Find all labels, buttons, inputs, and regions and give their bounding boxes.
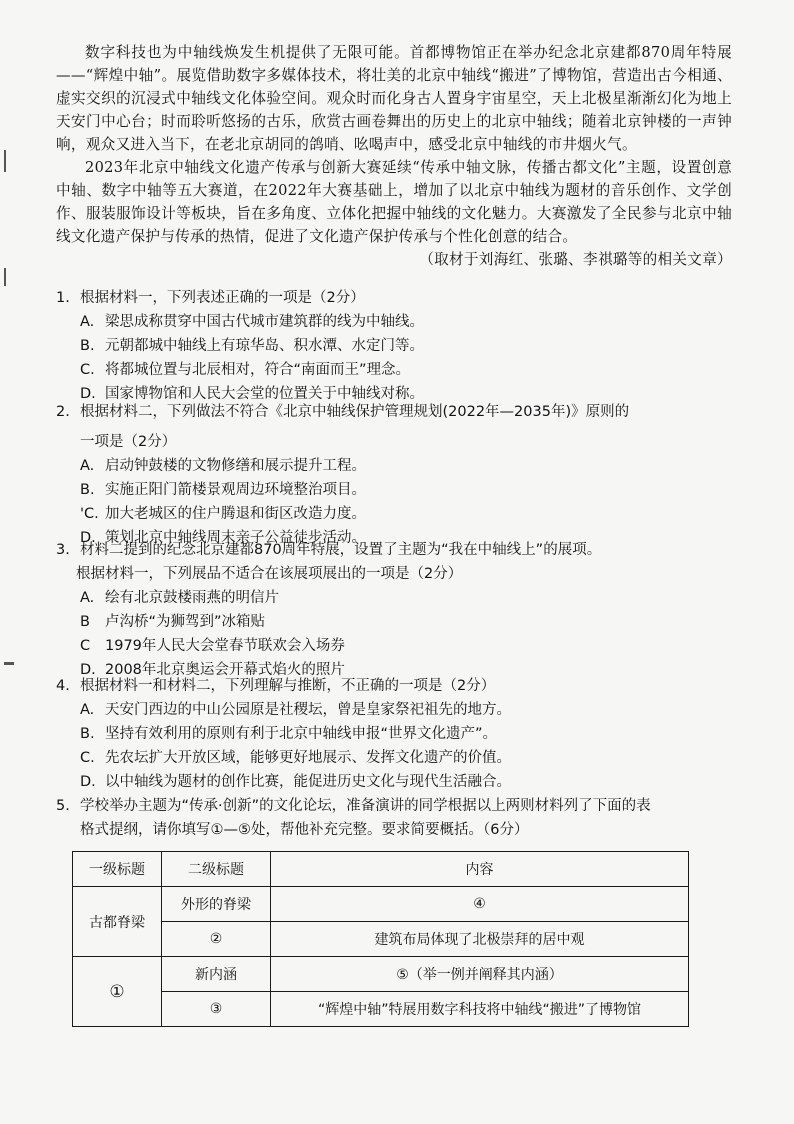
question-stem: 根据材料一和材料二，下列理解与推断，不正确的一项是（2分） [80, 678, 496, 694]
header-content: 内容 [271, 852, 689, 887]
level1-cell: 古都脊梁 [73, 887, 162, 957]
table-row [73, 922, 689, 957]
option-a: A. 天安门西边的中山公园原是社稷坛，曾是皇家祭祀祖先的地方。 [80, 702, 511, 718]
option-a: A. 启动钟鼓楼的文物修缮和展示提升工程。 [80, 458, 366, 474]
option-d: D. 策划北京中轴线周末亲子公益徒步活动。 [80, 530, 366, 546]
blank-cell-2[interactable]: ② [162, 922, 271, 957]
table-row [73, 887, 689, 922]
question-number: 3. [56, 542, 70, 558]
margin-mark [4, 268, 6, 286]
question-stem-continued: 格式提纲，请你填写①—⑤处，帮他补充完整。要求简要概括。（6分） [80, 822, 529, 838]
level2-cell: 新内涵 [162, 957, 271, 992]
material-paragraph: 2023年北京中轴线文化遗产传承与创新大赛延续“传承中轴文脉，传播古都文化”主题，设置创意中轴、数字中轴等五大赛道，在2022年大赛基础上，增加了以北京中轴线为题材的音乐创作、文学创作、服装服饰设计等板块，旨在多角度、立体化把握中轴线的文化魅力。大赛激发了全民参与北京中轴线文化遗产保护与传承的热情，促进了文化遗产保护传承与个性化创意的结合。 [56, 159, 732, 245]
level2-cell: 外形的脊梁 [162, 887, 271, 922]
option-a: A. 绘有北京鼓楼雨燕的明信片 [80, 590, 279, 606]
option-b: B. 坚持有效利用的原则有利于北京中轴线申报“世界文化遗产”。 [80, 726, 498, 742]
question-stem: 根据材料一，下列表述正确的一项是（2分） [80, 290, 365, 306]
content-cell: “辉煌中轴”特展用数字科技将中轴线“搬进”了博物馆 [271, 992, 689, 1027]
option-d: D. 国家博物馆和人民大会堂的位置关于中轴线对称。 [80, 386, 424, 402]
question-stem: 材料二提到的纪念北京建都870周年特展，设置了主题为“我在中轴线上”的展项。 [80, 542, 602, 558]
option-b: B. 实施正阳门箭楼景观周边环境整治项目。 [80, 482, 366, 498]
margin-mark [4, 662, 14, 665]
material-two [56, 41, 732, 271]
option-b: B 卢沟桥“为狮驾到”冰箱贴 [80, 614, 266, 630]
question-2 [56, 400, 746, 550]
table-row [73, 957, 689, 992]
question-number: 5. [56, 798, 70, 814]
question-stem: 根据材料二，下列做法不符合《北京中轴线保护管理规划(2022年—2035年)》原则的 [80, 404, 630, 420]
option-d: D. 以中轴线为题材的创作比赛，能促进历史文化与现代生活融合。 [80, 774, 511, 790]
question-4 [56, 674, 746, 794]
option-a: A. 梁思成称贯穿中国古代城市建筑群的线为中轴线。 [80, 314, 424, 330]
header-level2: 二级标题 [162, 852, 271, 887]
option-c: C. 将都城位置与北辰相对，符合“南面而王”理念。 [80, 362, 411, 378]
question-3 [56, 538, 746, 682]
option-c: C 1979年人民大会堂春节联欢会入场券 [80, 638, 345, 654]
question-1 [56, 286, 746, 406]
header-level1: 一级标题 [73, 852, 162, 887]
question-stem: 学校举办主题为“传承·创新”的文化论坛，准备演讲的同学根据以上两则材料列了下面的表 [80, 798, 651, 814]
margin-mark [4, 150, 6, 172]
blank-cell-1[interactable]: ① [73, 957, 162, 1027]
option-c: 'C. 加大老城区的住户腾退和街区改造力度。 [80, 506, 366, 522]
question-stem-continued: 根据材料一，下列展品不适合在该展项展出的一项是（2分） [76, 566, 463, 582]
question-stem-continued: 一项是（2分） [80, 434, 177, 450]
material-source: （取材于刘海红、张璐、李祺璐等的相关文章） [419, 251, 732, 268]
table-row [73, 992, 689, 1027]
table-header-row [73, 852, 689, 887]
blank-cell-3[interactable]: ③ [162, 992, 271, 1027]
option-b: B. 元朝都城中轴线上有琼华岛、积水潭、水定门等。 [80, 338, 424, 354]
content-cell: 建筑布局体现了北极崇拜的居中观 [271, 922, 689, 957]
material-paragraph: 数字科技也为中轴线焕发生机提供了无限可能。首都博物馆正在举办纪念北京建都870周年特展——“辉煌中轴”。展览借助数字多媒体技术，将壮美的北京中轴线“搬进”了博物馆，营造出古今相通、虚实交织的沉浸式中轴线文化体验空间。观众时而化身古人置身宇宙星空，天上北极星渐渐幻化为地上天安门中心台；时而聆听悠扬的古乐，欣赏古画卷舞出的历史上的北京中轴线；随着北京钟楼的一声钟响，观众又进入当下，在老北京胡同的鸽哨、吆喝声中，感受北京中轴线的市井烟火气。 [56, 44, 732, 153]
blank-cell-5[interactable]: ⑤（举一例并阐释其内涵） [271, 957, 689, 992]
blank-cell-4[interactable]: ④ [271, 887, 689, 922]
outline-table [72, 851, 689, 1027]
option-d: D. 2008年北京奥运会开幕式焰火的照片 [80, 662, 345, 678]
question-5 [56, 794, 746, 842]
option-c: C. 先农坛扩大开放区域，能够更好地展示、发挥文化遗产的价值。 [80, 750, 511, 766]
question-number: 4. [56, 678, 70, 694]
question-number: 2. [56, 404, 70, 420]
question-number: 1. [56, 290, 70, 306]
